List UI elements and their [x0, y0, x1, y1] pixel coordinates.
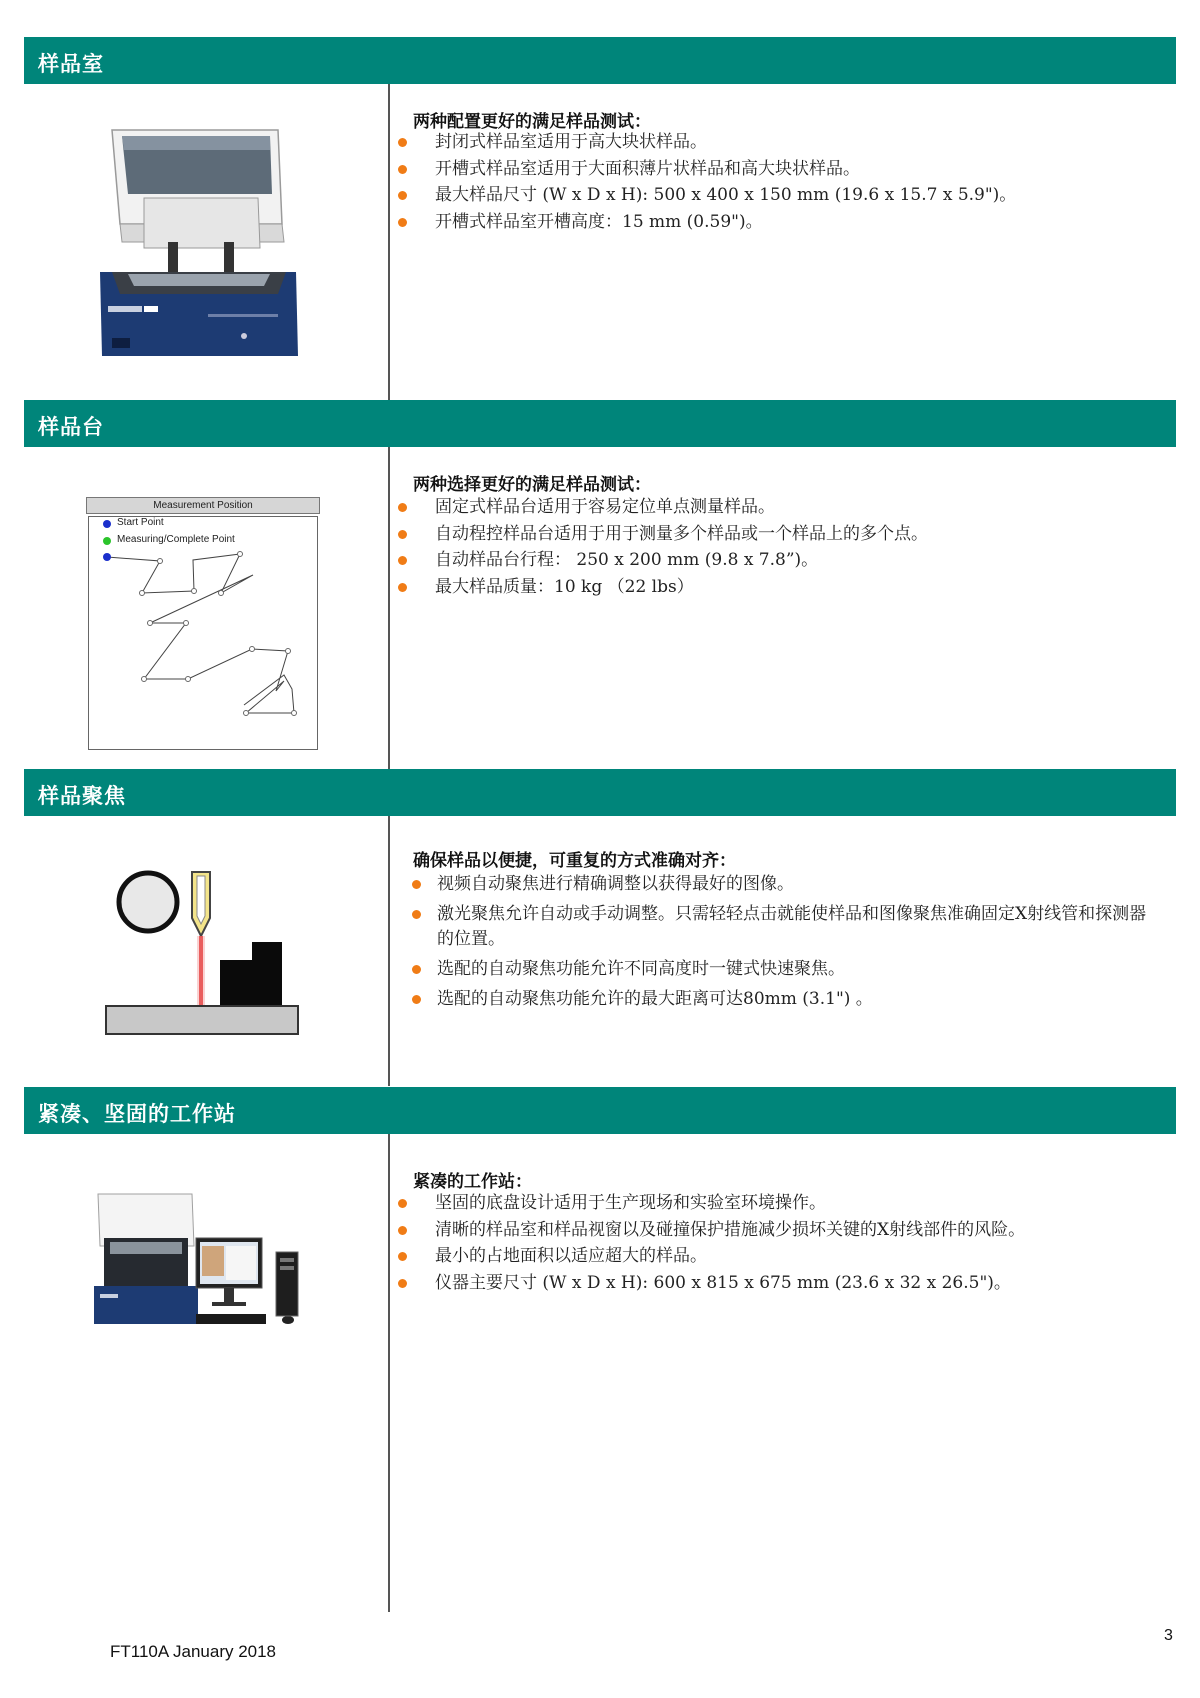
- bullet-icon: [398, 1252, 407, 1261]
- list-item: 封闭式样品室适用于高大块状样品。: [398, 129, 1158, 156]
- bullet-list: [398, 129, 1158, 235]
- bullet-icon: [398, 191, 407, 200]
- column-divider: [388, 84, 390, 400]
- measuring-point-legend-icon: [103, 537, 111, 545]
- list-item: 开槽式样品室开槽高度：15 mm (0.59")。: [398, 209, 1158, 236]
- bullet-icon: [398, 1279, 407, 1288]
- section-title: 样品聚焦: [38, 784, 126, 808]
- list-item: 选配的自动聚焦功能允许的最大距离可达80mm (3.1") 。: [398, 987, 1158, 1012]
- section-title: 样品室: [38, 52, 104, 76]
- footer-text: FT110A January 2018: [110, 1642, 277, 1661]
- section-header-sample-stage: [24, 400, 1176, 447]
- measurement-position-panel: [86, 497, 320, 751]
- page-number: 3: [1164, 1627, 1173, 1644]
- list-item: 最大样品尺寸 (W x D x H): 500 x 400 x 150 mm (19.6 x 15.7 x 5.9")。: [398, 182, 1158, 209]
- list-item: 自动程控样品台适用于用于测量多个样品或一个样品上的多个点。: [398, 521, 1158, 548]
- section-subtitle: 两种选择更好的满足样品测试：: [413, 475, 651, 495]
- legend-measuring-label: Measuring/Complete Point: [117, 534, 235, 545]
- bullet-icon: [412, 880, 421, 889]
- section-subtitle: 确保样品以便捷，可重复的方式准确对齐：: [413, 851, 736, 871]
- column-divider: [388, 816, 390, 1086]
- list-item: 选配的自动聚焦功能允许不同高度时一键式快速聚焦。: [398, 957, 1158, 982]
- section-header-workstation: [24, 1087, 1176, 1134]
- panel-title: Measurement Position: [86, 497, 320, 514]
- list-item: 固定式样品台适用于容易定位单点测量样品。: [398, 494, 1158, 521]
- workstation-image: [92, 1190, 306, 1332]
- bullet-icon: [398, 556, 407, 565]
- list-item: 清晰的样品室和样品视窗以及碰撞保护措施减少损坏关键的X射线部件的风险。: [398, 1217, 1158, 1244]
- camera-lens-icon: [119, 873, 177, 931]
- section-title: 样品台: [38, 415, 104, 439]
- bullet-icon: [412, 910, 421, 919]
- bullet-icon: [412, 995, 421, 1004]
- bullet-icon: [398, 138, 407, 147]
- focus-diagram-image: [104, 870, 300, 1046]
- column-divider: [388, 1134, 390, 1612]
- bullet-icon: [398, 1199, 407, 1208]
- list-item: 视频自动聚焦进行精确调整以获得最好的图像。: [398, 872, 1158, 897]
- bullet-list: [398, 1190, 1158, 1296]
- bullet-icon: [398, 530, 407, 539]
- stage-base-icon: [106, 1006, 298, 1034]
- bullet-list: [398, 494, 1158, 600]
- list-item: 激光聚焦允许自动或手动调整。只需轻轻点击就能使样品和图像聚焦准确固定X射线管和探测器的位置。: [398, 902, 1158, 952]
- list-item: 坚固的底盘设计适用于生产现场和实验室环境操作。: [398, 1190, 1158, 1217]
- list-item: 自动样品台行程： 250 x 200 mm (9.8 x 7.8”)。: [398, 547, 1158, 574]
- section-subtitle: 紧凑的工作站：: [413, 1172, 532, 1192]
- section-header-sample-chamber: [24, 37, 1176, 84]
- section-header-sample-focus: [24, 769, 1176, 816]
- bullet-icon: [398, 218, 407, 227]
- start-point-marker: [103, 553, 111, 561]
- instrument-image: [98, 124, 318, 356]
- step-sample-icon: [220, 942, 282, 1006]
- bullet-icon: [398, 165, 407, 174]
- start-point-legend-icon: [103, 520, 111, 528]
- list-item: 最小的占地面积以适应超大的样品。: [398, 1243, 1158, 1270]
- bullet-list: [398, 872, 1158, 1017]
- section-title: 紧凑、坚固的工作站: [38, 1102, 236, 1126]
- section-subtitle: 两种配置更好的满足样品测试：: [413, 112, 651, 132]
- bullet-icon: [398, 583, 407, 592]
- bullet-icon: [412, 965, 421, 974]
- bullet-icon: [398, 503, 407, 512]
- list-item: 仪器主要尺寸 (W x D x H): 600 x 815 x 675 mm (23.6 x 32 x 26.5")。: [398, 1270, 1158, 1297]
- column-divider: [388, 447, 390, 769]
- bullet-icon: [398, 1226, 407, 1235]
- list-item: 开槽式样品室适用于大面积薄片状样品和高大块状样品。: [398, 156, 1158, 183]
- list-item: 最大样品质量：10 kg （22 lbs）: [398, 574, 1158, 601]
- legend-start-label: Start Point: [117, 517, 164, 528]
